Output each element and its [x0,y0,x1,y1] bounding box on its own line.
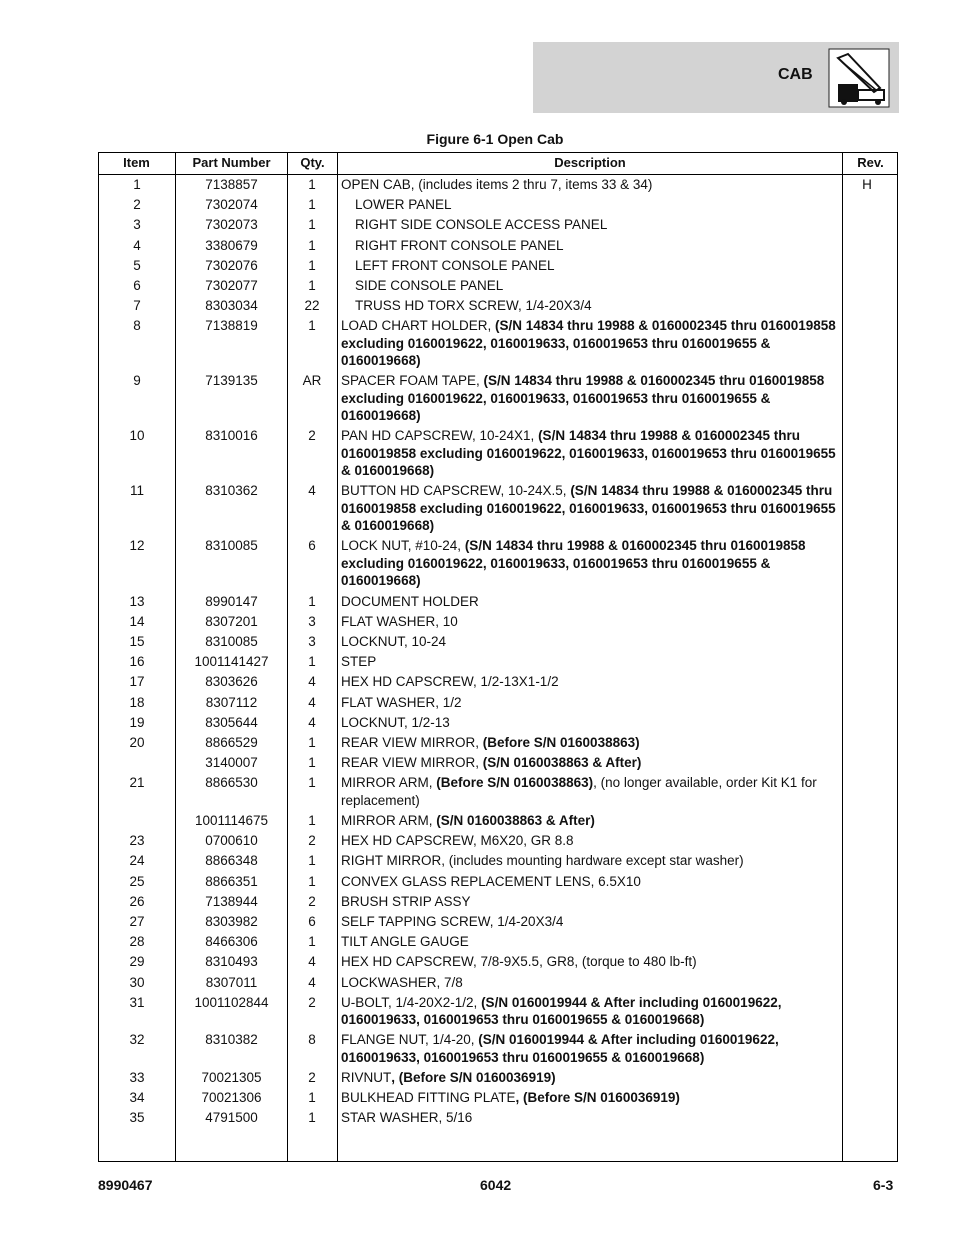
revision [837,613,897,630]
column-header-part-number: Part Number [192,155,271,170]
description-text: U-BOLT, 1/4-20X2-1/2, [341,994,482,1010]
table-row [98,317,898,372]
quantity: 1 [308,318,316,334]
part-number: 8310362 [205,483,258,499]
description [337,832,837,849]
item-number: 17 [129,674,145,690]
table-row [98,714,898,734]
part-number: 4791500 [205,1110,258,1126]
part-number: 7302077 [205,278,258,294]
revision [837,953,897,970]
description [337,482,837,534]
serial-range-note: , (Before S/N 0160036919) [515,1090,680,1106]
part-number: 8310016 [205,428,258,444]
revision [837,694,897,711]
item-number: 19 [129,714,145,730]
table-row [98,613,898,633]
part-number: 8990147 [205,593,258,609]
table-row [98,774,898,812]
revision [837,372,897,424]
table-row [98,372,898,427]
revision [837,297,897,314]
serial-range-note: (Before S/N 0160038863) [482,734,640,750]
description-text: LOCKWASHER, 7/8 [341,974,463,990]
part-number: 8307201 [205,613,258,629]
description-text: REAR VIEW MIRROR, [341,755,483,771]
quantity: 2 [308,893,316,909]
table-row [98,673,898,693]
table-row [98,1031,898,1069]
quantity: 1 [308,278,316,294]
description-text: SPACER FOAM TAPE, [341,373,484,389]
part-number: 8310493 [205,954,258,970]
description-text: SIDE CONSOLE PANEL [355,278,504,294]
description-text: HEX HD CAPSCREW, 7/8-9X5.5, GR8, (torque to 480 lb-ft) [341,954,697,970]
part-number: 7302074 [205,197,258,213]
footer-page-number: 6-3 [873,1177,894,1193]
description [337,196,837,213]
quantity: 3 [308,613,316,629]
revision [837,974,897,991]
part-number: 8303626 [205,674,258,690]
quantity: 2 [308,994,316,1010]
item-number: 7 [133,298,141,314]
quantity: 1 [308,934,316,950]
table-row [98,694,898,714]
revision [837,933,897,950]
revision [837,482,897,534]
description [337,754,837,771]
part-number: 8303982 [205,913,258,929]
revision [837,832,897,849]
serial-range-note: (S/N 14834 thru 19988 & 0160002345 thru 0160019858 excluding 0160019622, 0160019633, 0160019653 thru 0160019655 & 0160019668) [341,373,825,424]
table-row [98,974,898,994]
item-number [98,812,176,829]
item-number: 25 [129,873,145,889]
part-number: 1001141427 [194,654,269,670]
description [337,257,837,274]
description [337,994,837,1029]
table-row [98,277,898,297]
table-row [98,994,898,1032]
item-number: 24 [129,853,145,869]
table-row [98,873,898,893]
column-header-description: Description [554,155,626,170]
item-number: 20 [129,734,145,750]
description-text: BULKHEAD FITTING PLATE [341,1090,516,1106]
column-header-qty: Qty. [300,155,325,170]
quantity: 1 [308,217,316,233]
description-text: STAR WASHER, 5/16 [341,1110,473,1126]
parts-table-body [98,176,898,1130]
item-number: 1 [133,177,141,192]
serial-range-note: (S/N 14834 thru 19988 & 0160002345 thru 0160019858 excluding 0160019622, 0160019633, 0160019653 thru 0160019655 & 0160019668) [341,318,836,369]
description [337,714,837,731]
description [337,893,837,910]
part-number: 7139135 [205,373,258,389]
part-number: 7138819 [205,318,258,334]
description-text: RIGHT MIRROR, (includes mounting hardware except star washer) [341,853,744,869]
table-row [98,734,898,754]
revision [837,873,897,890]
part-number: 8305644 [205,714,258,730]
table-row [98,1089,898,1109]
table-row [98,593,898,613]
part-number: 8866348 [205,853,258,869]
description-text: SELF TAPPING SCREW, 1/4-20X3/4 [341,913,564,929]
quantity: 2 [308,833,316,849]
description-text: PAN HD CAPSCREW, 10-24X1, [341,428,539,444]
item-number: 5 [133,257,141,273]
serial-range-note: (S/N 0160038863 & After) [436,812,595,828]
description-text: TRUSS HD TORX SCREW, 1/4-20X3/4 [355,298,592,314]
description-text: LEFT FRONT CONSOLE PANEL [355,257,555,273]
item-number: 11 [129,483,144,499]
description [337,1031,837,1066]
part-number: 1001102844 [194,994,269,1010]
part-number: 8466306 [205,934,258,950]
description-text: FLANGE NUT, 1/4-20, [341,1032,479,1048]
header-divider [98,174,898,175]
item-number: 6 [133,278,141,294]
quantity: 1 [308,1110,316,1126]
part-number: 8307112 [205,694,258,710]
item-number: 28 [129,934,145,950]
revision: H [862,177,872,192]
description-note: , (no longer available, order Kit K1 for replacement) [341,775,817,808]
quantity: 1 [308,755,316,771]
description-text: LOWER PANEL [355,197,452,213]
quantity: 1 [308,593,316,609]
serial-range-note: (S/N 14834 thru 19988 & 0160002345 thru 0160019858 excluding 0160019622, 0160019633, 0160019653 thru 0160019655 & 0160019668) [341,538,806,589]
item-number: 32 [129,1032,145,1048]
quantity: 1 [308,1090,316,1106]
quantity: 2 [308,1069,316,1085]
description-text: BUTTON HD CAPSCREW, 10-24X.5, [341,483,571,499]
part-number: 7138944 [205,893,258,909]
table-row [98,1069,898,1089]
table-row [98,216,898,236]
quantity: 22 [304,298,320,314]
description-text: MIRROR ARM, [341,812,437,828]
table-row [98,257,898,277]
description [337,913,837,930]
quantity: 1 [308,775,316,791]
item-number: 33 [129,1069,145,1085]
table-row [98,297,898,317]
figure-title: Figure 6-1 Open Cab [426,131,564,147]
revision [837,1109,897,1126]
revision [837,852,897,869]
revision [837,237,897,254]
description-text: CONVEX GLASS REPLACEMENT LENS, 6.5X10 [341,873,641,889]
revision [837,734,897,751]
description-text: STEP [341,654,377,670]
footer-model: 6042 [480,1177,512,1193]
description-text: HEX HD CAPSCREW, M6X20, GR 8.8 [341,833,574,849]
column-header-item: Item [123,155,150,170]
description [337,873,837,890]
quantity: 8 [308,1032,316,1048]
description [337,317,837,369]
quantity: 1 [308,237,316,253]
item-number: 15 [129,633,145,649]
quantity: 1 [308,812,316,828]
item-number: 31 [129,994,145,1010]
revision [837,673,897,690]
item-number: 23 [129,833,145,849]
description [337,694,837,711]
revision [837,537,897,589]
revision [837,774,897,809]
item-number: 26 [129,893,145,909]
table-row [98,427,898,482]
part-number: 3140007 [205,755,258,771]
part-number: 8310085 [205,538,258,554]
quantity: 4 [308,694,316,710]
item-number: 13 [129,593,145,609]
description-text: BRUSH STRIP ASSY [341,893,471,909]
description [337,953,837,970]
item-number: 34 [129,1090,145,1106]
description-text: LOCKNUT, 10-24 [341,633,447,649]
table-row [98,653,898,673]
table-row [98,1109,898,1129]
quantity: 2 [308,428,316,444]
description-text: LOCKNUT, 1/2-13 [341,714,450,730]
description-text: HEX HD CAPSCREW, 1/2-13X1-1/2 [341,674,559,690]
description [337,297,837,314]
description-text: LOCK NUT, #10-24, [341,538,465,554]
part-number: 8310382 [205,1032,258,1048]
revision [837,427,897,479]
quantity: 4 [308,483,316,499]
serial-range-note: , (Before S/N 0160036919) [391,1069,556,1085]
serial-range-note: (Before S/N 0160038863) [436,775,594,791]
description [337,1109,837,1126]
table-row [98,953,898,973]
description [337,277,837,294]
description [337,812,837,829]
item-number: 2 [133,197,141,213]
quantity: 1 [308,197,316,213]
revision [837,653,897,670]
description [337,216,837,233]
part-number: 8307011 [205,974,258,990]
serial-range-note: (S/N 14834 thru 19988 & 0160002345 thru 0160019858 excluding 0160019622, 0160019633, 0160019653 thru 0160019655 & 0160019668) [341,428,836,479]
quantity: 1 [308,257,316,273]
item-number: 9 [133,373,141,389]
description [337,633,837,650]
part-number: 8866351 [205,873,258,889]
boom-lift-icon [828,48,890,108]
quantity: AR [302,373,322,389]
part-number: 0700610 [205,833,258,849]
revision [837,812,897,829]
item-number: 18 [129,694,145,710]
quantity: 1 [308,853,316,869]
part-number: 70021305 [201,1069,262,1085]
table-row [98,852,898,872]
description-text: DOCUMENT HOLDER [341,593,479,609]
part-number: 7302076 [205,257,258,273]
description [337,613,837,630]
revision [837,317,897,369]
footer-document-number: 8990467 [98,1177,153,1193]
revision [837,277,897,294]
part-number: 70021306 [201,1090,262,1106]
part-number: 8866529 [205,734,258,750]
item-number: 3 [133,217,141,233]
item-number: 14 [129,613,145,629]
item-number: 4 [133,237,141,253]
table-row [98,176,898,196]
part-number: 3380679 [205,237,258,253]
table-row [98,832,898,852]
quantity: 4 [308,974,316,990]
part-number: 1001114675 [194,812,269,828]
part-number: 7138857 [205,177,258,192]
item-number: 10 [129,428,145,444]
description [337,933,837,950]
part-number: 8866530 [205,775,258,791]
table-row [98,913,898,933]
quantity: 4 [308,954,316,970]
item-number: 8 [133,318,141,334]
item-number: 27 [129,913,145,929]
description-text: OPEN CAB, (includes items 2 thru 7, items 33 & 34) [341,177,653,192]
table-row [98,633,898,653]
serial-range-note: (S/N 0160019944 & After including 0160019622, 0160019633, 0160019653 thru 0160019655 & 0160019668) [341,1032,779,1065]
table-row [98,812,898,832]
description [337,372,837,424]
quantity: 6 [308,538,316,554]
table-row [98,482,898,537]
serial-range-note: (S/N 0160038863 & After) [482,755,642,771]
revision [837,714,897,731]
revision [837,994,897,1029]
description-text: RIGHT FRONT CONSOLE PANEL [355,237,564,253]
quantity: 1 [308,177,316,192]
item-number: 30 [129,974,145,990]
quantity: 4 [308,674,316,690]
part-number: 7302073 [205,217,258,233]
description [337,237,837,254]
description [337,1089,837,1106]
table-row [98,893,898,913]
description [337,176,837,193]
description [337,593,837,610]
description-text: RIVNUT [341,1069,392,1085]
revision [837,1069,897,1086]
table-row [98,196,898,216]
description-text: FLAT WASHER, 1/2 [341,694,462,710]
description [337,774,837,809]
item-number: 21 [129,775,145,791]
description-text: REAR VIEW MIRROR, [341,734,483,750]
revision [837,216,897,233]
description [337,653,837,670]
serial-range-note: (S/N 0160019944 & After including 0160019622, 0160019633, 0160019653 thru 0160019655 & 0160019668) [341,994,782,1028]
description-text: FLAT WASHER, 10 [341,613,458,629]
revision [837,1089,897,1106]
description-text: TILT ANGLE GAUGE [341,934,469,950]
item-number: 12 [129,538,145,554]
revision [837,913,897,930]
description-text: MIRROR ARM, [341,775,437,791]
quantity: 1 [308,734,316,750]
description [337,673,837,690]
description [337,974,837,991]
part-number: 8303034 [205,298,258,314]
description [337,537,837,589]
description [337,734,837,751]
description [337,852,837,869]
item-number: 35 [129,1110,145,1126]
description [337,1069,837,1086]
section-title: CAB [778,66,813,83]
table-row [98,537,898,592]
revision [837,633,897,650]
description-text: RIGHT SIDE CONSOLE ACCESS PANEL [355,217,608,233]
quantity: 6 [308,913,316,929]
quantity: 1 [308,654,316,670]
item-number: 16 [129,654,145,670]
revision [837,257,897,274]
item-number: 29 [129,954,145,970]
quantity: 1 [308,873,316,889]
item-number [98,754,176,771]
part-number: 8310085 [205,633,258,649]
column-header-rev: Rev. [857,155,884,170]
table-row [98,754,898,774]
table-row [98,237,898,257]
revision [837,196,897,213]
description-text: LOAD CHART HOLDER, [341,318,496,334]
description [337,427,837,479]
table-row [98,933,898,953]
revision [837,1031,897,1066]
quantity: 3 [308,633,316,649]
serial-range-note: (S/N 14834 thru 19988 & 0160002345 thru 0160019858 excluding 0160019622, 0160019633, 0160019653 thru 0160019655 & 0160019668) [341,483,836,534]
quantity: 4 [308,714,316,730]
revision [837,893,897,910]
revision [837,593,897,610]
revision [837,754,897,771]
